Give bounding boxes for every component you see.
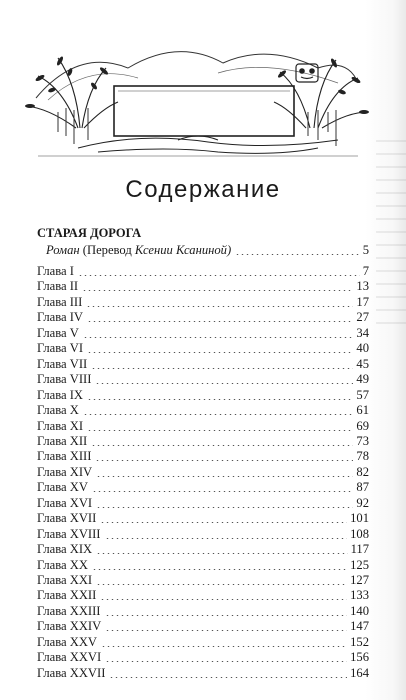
dot-leader — [100, 522, 347, 523]
toc-entry-chapter[interactable] — [37, 558, 369, 573]
toc-entry-chapter[interactable] — [37, 542, 369, 557]
page-number: 49 — [356, 372, 369, 387]
toc-entry-chapter[interactable] — [37, 650, 369, 665]
chapter-label: Глава VI — [37, 341, 84, 356]
page-number: 34 — [356, 325, 369, 340]
dot-leader — [96, 507, 353, 508]
dot-leader — [91, 445, 353, 446]
page-number: 78 — [356, 449, 369, 464]
chapter-label: Глава I — [37, 264, 74, 278]
chapter-label: Глава XXVI — [37, 650, 102, 665]
dot-leader — [82, 290, 353, 291]
toc-entry-chapter[interactable] — [37, 310, 369, 325]
page-number: 73 — [356, 433, 369, 448]
page-number: 13 — [356, 279, 369, 294]
chapter-label: Глава XXI — [37, 573, 93, 587]
toc-entry-chapter[interactable] — [37, 527, 369, 542]
page-number: 87 — [356, 480, 369, 495]
toc-entry-chapter[interactable] — [37, 403, 369, 418]
page-number: 7 — [362, 264, 369, 278]
chapter-label: Глава XVII — [37, 511, 97, 526]
toc-entry-chapter[interactable] — [37, 372, 369, 387]
chapter-label: Глава XXII — [37, 588, 97, 603]
page-number: 40 — [356, 341, 369, 356]
chapter-label: Глава VII — [37, 356, 88, 371]
dot-leader — [96, 553, 347, 554]
toc-entry-chapter[interactable] — [37, 264, 369, 279]
dot-leader — [109, 677, 347, 678]
toc-entry-chapter[interactable] — [37, 357, 369, 372]
dot-leader — [235, 254, 360, 255]
toc-entry-chapter[interactable] — [37, 604, 369, 619]
toc-entry-chapter[interactable] — [37, 465, 369, 480]
page-number: 92 — [356, 495, 369, 510]
chapter-label: Глава III — [37, 294, 83, 309]
chapter-label: Глава XV — [37, 480, 88, 495]
chapter-label: Глава XX — [37, 557, 88, 572]
dot-leader — [92, 569, 347, 570]
page-number: 133 — [350, 588, 369, 603]
page-number: 152 — [350, 634, 369, 649]
toc-entry-chapter[interactable] — [37, 419, 369, 434]
dot-leader — [91, 368, 353, 369]
page-number: 61 — [356, 403, 369, 418]
contents-title: Содержание — [125, 176, 281, 203]
toc-entry-chapter[interactable] — [37, 511, 369, 526]
chapter-label: Глава XXV — [37, 634, 98, 649]
dot-leader — [105, 538, 348, 539]
dot-leader — [95, 460, 353, 461]
chapter-label: Глава XIV — [37, 464, 93, 479]
toc-entry-chapter[interactable] — [37, 326, 369, 341]
chapter-label: Глава XVI — [37, 495, 93, 510]
toc-entry-chapter[interactable] — [37, 588, 369, 603]
page-number: 69 — [356, 418, 369, 433]
page-number: 27 — [356, 310, 369, 325]
chapter-label: Глава X — [37, 403, 79, 418]
dot-leader — [100, 599, 347, 600]
show-through-text — [376, 140, 406, 330]
page-number: 101 — [350, 511, 369, 526]
decorative-vignette-illustration — [18, 28, 374, 160]
chapter-label: Глава IX — [37, 387, 84, 402]
chapter-label: Глава IV — [37, 310, 84, 325]
chapter-label: Глава VIII — [37, 372, 92, 387]
page-number: 108 — [350, 526, 369, 541]
page-number: 127 — [350, 573, 369, 587]
toc-entry-chapter[interactable] — [37, 573, 369, 588]
toc-entry-chapter[interactable] — [37, 480, 369, 495]
page-number: 125 — [350, 557, 369, 572]
toc-entry-chapter[interactable] — [37, 449, 369, 464]
page-number: 82 — [356, 464, 369, 479]
page-number: 140 — [350, 603, 369, 618]
dot-leader — [78, 275, 360, 276]
dot-leader — [96, 476, 353, 477]
page-number: 17 — [356, 294, 369, 309]
dot-leader — [83, 337, 354, 338]
dot-leader — [87, 399, 353, 400]
page-number: 57 — [356, 387, 369, 402]
toc-entry-chapter[interactable] — [37, 434, 369, 449]
dot-leader — [105, 615, 348, 616]
page-number: 45 — [356, 356, 369, 371]
toc-entry-chapter[interactable] — [37, 388, 369, 403]
chapter-label: Глава II — [37, 279, 79, 294]
dot-leader — [87, 430, 353, 431]
chapter-label: Глава XIX — [37, 542, 93, 557]
toc-entry-novel[interactable] — [46, 243, 369, 258]
page-number: 156 — [350, 650, 369, 665]
chapter-label: Глава XVIII — [37, 526, 101, 541]
dot-leader — [101, 646, 347, 647]
toc-entry-chapter[interactable] — [37, 295, 369, 310]
chapter-label: Глава XXVII — [37, 665, 106, 680]
toc-entry-chapter[interactable] — [37, 279, 369, 294]
dot-leader — [95, 383, 353, 384]
chapter-label: Глава XXIV — [37, 619, 102, 634]
novel-description: Роман (Перевод Ксении Ксаниной) — [46, 243, 232, 257]
toc-entry-chapter[interactable] — [37, 341, 369, 356]
chapter-label: Глава XI — [37, 418, 84, 433]
chapter-label: Глава XIII — [37, 449, 92, 464]
chapter-label: Глава V — [37, 325, 79, 340]
chapter-label: Глава XII — [37, 433, 88, 448]
dot-leader — [96, 584, 347, 585]
section-title: СТАРАЯ ДОРОГА — [37, 226, 142, 240]
dot-leader — [92, 491, 353, 492]
chapter-label: Глава XXIII — [37, 603, 101, 618]
dot-leader — [105, 630, 347, 631]
toc-entry-chapter[interactable] — [37, 635, 369, 650]
toc-entry-chapter[interactable] — [37, 619, 369, 634]
dot-leader — [105, 661, 347, 662]
dot-leader — [86, 306, 353, 307]
page-number: 117 — [350, 542, 369, 557]
toc-entry-chapter[interactable] — [37, 666, 369, 681]
dot-leader — [87, 321, 353, 322]
dot-leader — [83, 414, 354, 415]
page-number: 147 — [350, 619, 369, 634]
toc-entry-chapter[interactable] — [37, 496, 369, 511]
page-number: 5 — [362, 243, 369, 257]
page-number: 164 — [350, 665, 369, 680]
dot-leader — [87, 352, 353, 353]
